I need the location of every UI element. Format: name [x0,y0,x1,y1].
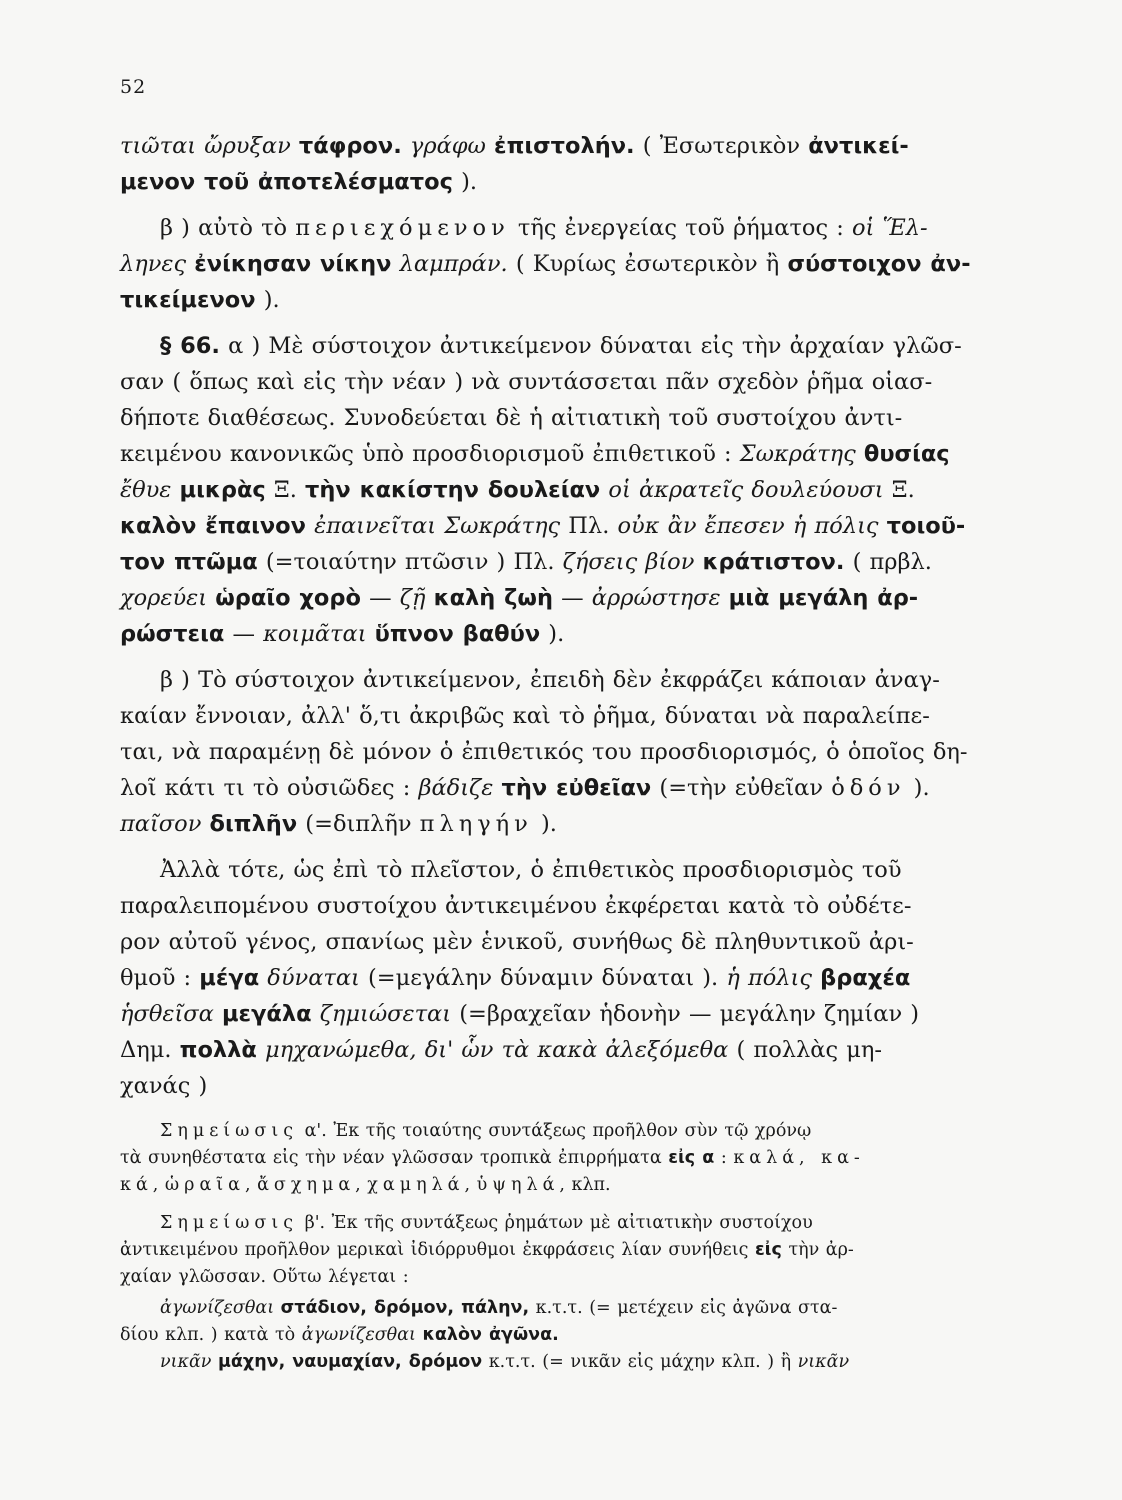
text-run: Ξ. [891,477,915,503]
bold-term: καλὴ ζωὴ [433,585,553,611]
text-run: , [244,1175,258,1195]
italic-example: οἱ Ἕλ- ληνες [120,215,928,277]
text-run: (=βραχεῖαν ἡδονὴν — μεγάλην ζημίαν ) Δημ. [120,1001,920,1063]
bold-term: τοιοῦ- τον πτῶμα [120,513,966,575]
text-run: ( πολλὰς μη- χανάς ) [120,1037,882,1099]
italic-example: νικᾶν [797,1352,850,1372]
bold-term: ἐπιστολήν. [494,133,635,159]
text-run: , [355,1175,368,1195]
bold-term: διπλῆν [209,811,298,837]
bold-term: μάχην, ναυμαχίαν, δρόμον [218,1352,483,1372]
bold-term: ὕπνον βαθύν [374,621,541,647]
bold-term: θυσίας [863,441,950,467]
spaced-text: χαμηλά [367,1175,465,1195]
bold-term: πολλὰ [179,1037,257,1063]
text-run: : [714,1148,734,1168]
paragraph-continuation [120,128,1030,200]
bold-term: § 66. [160,333,220,359]
bold-term: ἀντικεί- μενον τοῦ ἀποτελέσματος [120,133,909,195]
text-run: , [152,1175,165,1195]
text-run: ). [255,287,280,313]
text-run: β ) αὐτὸ τὸ [160,215,296,241]
bold-term: τὴν κακίστην δουλείαν [305,477,601,503]
spaced-text: ὡραῖα [164,1175,245,1195]
bold-term: τάφρον. [298,133,402,159]
spaced-text: καλά, κα- κά [120,1148,865,1195]
bold-term: μικρὰς [179,477,266,503]
paragraph-beta-omission [120,662,1030,842]
page-body [120,128,1030,1376]
italic-example: ἀρρώστησε [591,585,729,611]
text-run: , [464,1175,477,1195]
italic-example: τιῶται ὤρυξαν [120,133,299,159]
text-run: ). [540,621,565,647]
italic-example: Σωκράτης [739,441,864,467]
text-run: α ) Μὲ σύστοιχον ἀντικείμενον δύναται εἰς τὴν ἀρχαίαν γλῶσ- σαν ( ὅπως καὶ εἰς τὴν νέαν ) νὰ συντάσσεται πᾶν σχεδὸν ῥῆμα οἱασ- δήποτε διαθέσεως. Συνοδεύεται δὲ ἡ αἰτιατικὴ τοῦ συστοίχου ἀντι- κειμένου κανονικῶς ὑπὸ προσδιορισμοῦ ἐπιθετικοῦ : [120,333,962,467]
bold-term: καλὸν ἀγῶνα. [422,1325,559,1345]
note-example-nikan [120,1349,1030,1376]
text-run: τὴν ἀρ- χαίαν γλῶσσαν. Οὕτω λέγεται : [120,1240,854,1287]
text-run: ). [452,169,478,195]
text-run: β ) Τὸ σύστοιχον ἀντικείμενον, ἐπειδὴ δὲν ἐκφράζει κάποιαν ἀναγ- καίαν ἔννοιαν, ἀλλ' ὅ,τι ἀκριβῶς καὶ τὸ ῥῆμα, δύναται νὰ παραλείπε- ται, νὰ παραμένῃ δὲ μόνον ὁ ἐπιθετικός του προσδιορισμός, ὁ ὁποῖος δη- λοῖ κάτι τι τὸ οὐσιῶδες : [120,667,968,801]
text-run: α'. Ἐκ τῆς τοιαύτης συντάξεως προῆλθον σὺν τῷ χρόνῳ τὰ συνηθέστατα εἰς τὴν νέαν γλῶσσαν τροπικὰ ἐπιρρήματα [120,1121,812,1168]
italic-example: ζημιώσεται [311,1001,452,1027]
bold-term: κράτιστον. [702,549,845,575]
bold-term: σύστοιχον ἀν- τικείμενον [120,251,971,313]
text-run: ). [532,811,557,837]
text-run: — [224,621,264,647]
italic-example: γράφω [401,133,495,159]
paragraph-beta-content [120,210,1030,318]
note-alpha [120,1118,1030,1199]
italic-example: μηχανώμεθα, δι' ὧν τὰ κακὰ ἀλεξόμεθα [256,1037,729,1063]
text-run: (=τοιαύτην πτῶσιν ) Πλ. [257,549,563,575]
text-run: — [552,585,592,611]
italic-example: οὐκ ἂν ἔπεσεν ἡ πόλις [617,513,887,539]
italic-example: ἡσθεῖσα [120,1001,214,1027]
bold-term: καλὸν ἔπαινον [120,513,306,539]
italic-example: ζήσεις βίον [562,549,703,575]
spaced-text: ὁδόν [831,775,906,801]
text-run: κ.τ.τ. (= νικᾶν εἰς μάχην κλπ. ) ἢ [482,1352,798,1372]
text-run: ). [913,775,930,801]
italic-example: ἀγωνίζεσθαι [160,1298,281,1318]
text-run: ( πρβλ. [852,549,932,575]
text-run: Ξ. [265,477,306,503]
italic-example: ἀγωνίζεσθαι [301,1325,423,1345]
text-run: — [360,585,400,611]
main-text [120,128,1030,1104]
italic-example: ζῇ [399,585,434,611]
text-run: , κλπ. [559,1175,611,1195]
italic-example: χορεύει [120,585,216,611]
notes-section [120,1118,1030,1376]
spaced-text: ὑψηλά [476,1175,560,1195]
bold-term: ἐνίκησαν νίκην [194,251,392,277]
bold-term: μεγάλα [222,1001,312,1027]
spaced-text: πληγήν [419,811,533,837]
italic-example: δύναται [259,965,360,991]
text-run: τῆς ἐνεργείας τοῦ ῥήματος : [509,215,852,241]
italic-example: λαμπράν. [391,251,508,277]
bold-term: μιὰ μεγάλη ἀρ- ρώστεια [120,585,919,647]
italic-example: ἡ πόλις [726,965,821,991]
paragraph-neuter-adjective [120,852,1030,1104]
spaced-text: Σημείωσις [160,1121,299,1141]
text-run: β'. Ἐκ τῆς συντάξεως ῥημάτων μὲ αἰτιατικὴν συστοίχου ἀντικειμένου προῆλθον μερικαὶ ἰδιόρρυθμοι ἐκφράσεις λίαν συνήθεις [120,1213,813,1260]
bold-term: μέγα [199,965,260,991]
italic-example: ἔθυε [120,477,172,503]
text-run: Ἀλλὰ τότε, ὡς ἐπὶ τὸ πλεῖστον, ὁ ἐπιθετικὸς προσδιορισμὸς τοῦ παραλειπομένου συστοίχου ἀντικειμένου ἐκφέρεται κατὰ τὸ οὐδέτε- ρον αὐτοῦ γένος, σπανίως μὲν ἑνικοῦ, συνήθως δὲ πληθυντικοῦ ἀρι- θμοῦ : [120,857,914,991]
bold-term: ὡραῖο χορὸ [215,585,361,611]
bold-term: στάδιον, δρόμον, πάλην, [280,1298,530,1318]
text-run: κ.τ.τ. (= μετέχειν εἰς ἀγῶνα στα- δίου κλπ. ) κατὰ τὸ [120,1298,838,1345]
text-run: Πλ. [560,513,618,539]
text-run: (=διπλῆν [297,811,420,837]
italic-example: παῖσον [120,811,210,837]
bold-term: τὴν εὐθεῖαν [501,775,652,801]
paragraph-section-66 [120,328,1030,652]
note-example-agonizesthai [120,1295,1030,1349]
bold-term: βραχέα [820,965,911,991]
bold-term: εἰς [754,1240,782,1260]
italic-example: οἱ ἀκρατεῖς δουλεύουσι [600,477,884,503]
text-run: ( Κυρίως ἐσωτερικὸν ἢ [507,251,788,277]
text-run: (=μεγάλην δύναμιν δύναται ). [359,965,727,991]
page-number: 52 [120,76,147,98]
spaced-text: ἄσχημα [257,1175,356,1195]
spaced-text: περιεχόμενον [295,215,510,241]
text-run: (=τὴν εὐθεῖαν [651,775,832,801]
spaced-text: Σημείωσις [160,1213,299,1233]
italic-example: ἐπαινεῖται Σωκράτης [305,513,561,539]
italic-example: βάδιζε [418,775,502,801]
note-beta [120,1210,1030,1291]
bold-term: εἰς α [668,1148,715,1168]
italic-example: νικᾶν [160,1352,218,1372]
text-run: ( Ἐσωτερικὸν [634,133,809,159]
italic-example: κοιμᾶται [263,621,375,647]
